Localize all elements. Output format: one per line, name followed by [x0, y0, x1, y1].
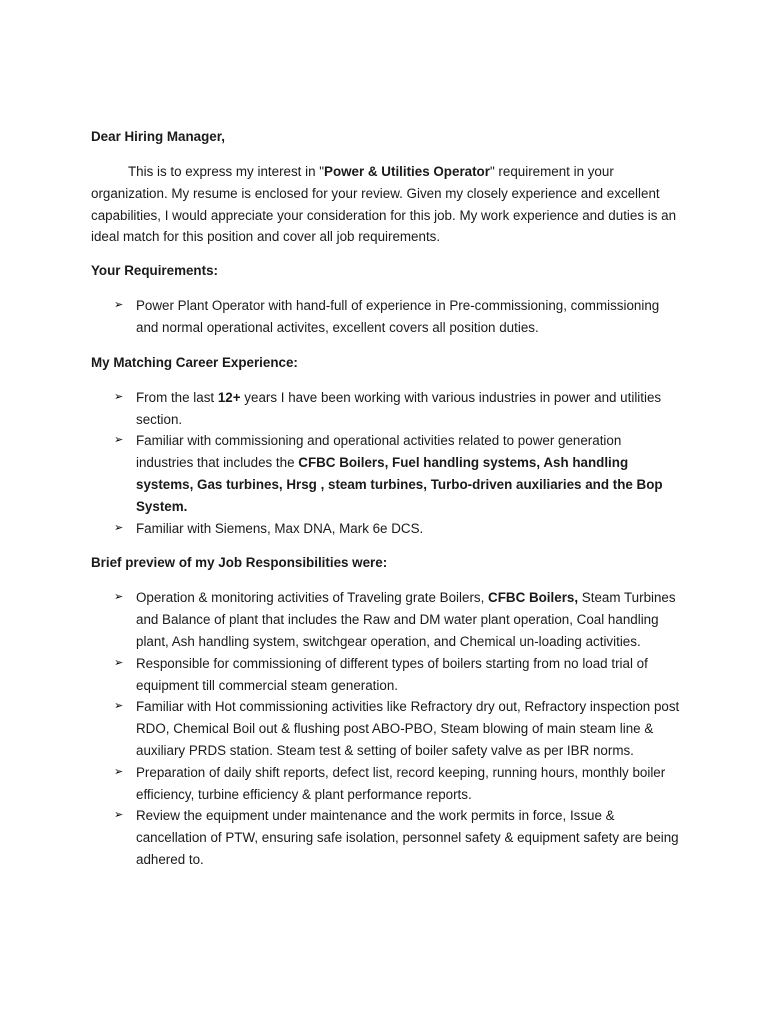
experience-text-a: Familiar with commissioning and operational activities related to power generation industries that includes the [136, 433, 622, 471]
list-item [91, 518, 681, 540]
experience-text: Familiar with Siemens, Max DNA, Mark 6e DCS. [136, 520, 424, 536]
responsibility-text: Review the equipment under maintenance and the work permits in force, Issue & cancellation of PTW, ensuring safe isolation, personnel safety & equipment safety are being adhered to. [136, 808, 679, 867]
list-item [91, 805, 681, 870]
arrow-bullet-icon: ➢ [114, 390, 124, 403]
arrow-bullet-icon: ➢ [114, 521, 124, 534]
arrow-bullet-icon: ➢ [114, 700, 124, 713]
role-title: Power & Utilities Operator [324, 164, 490, 179]
intro-text-end: " requirement in your organization. My resume is enclosed for your review. Given my closely experience and excellent capabilities, I would appreciate your consideration for this job. My work experience and duties is an ideal match for this position and cover all job requirements. [91, 164, 677, 245]
responsibility-text: Responsible for commissioning of different types of boilers starting from no load trial of equipment till commercial steam generation. [136, 655, 648, 693]
responsibility-text: Preparation of daily shift reports, defect list, record keeping, running hours, monthly boiler efficiency, turbine efficiency & plant performance reports. [136, 764, 666, 802]
list-item [91, 387, 681, 431]
cover-letter [91, 127, 681, 885]
responsibility-text-a: Operation & monitoring activities of Traveling grate Boilers, [136, 590, 489, 606]
list-item [91, 762, 681, 806]
salutation: Dear Hiring Manager, [91, 129, 225, 144]
arrow-bullet-icon: ➢ [114, 809, 124, 822]
intro-text-start: This is to express my interest in " [128, 164, 325, 179]
list-item [91, 696, 681, 761]
arrow-bullet-icon: ➢ [114, 765, 124, 778]
list-item [91, 587, 681, 652]
arrow-bullet-icon: ➢ [114, 656, 124, 669]
list-item [91, 295, 681, 339]
arrow-bullet-icon: ➢ [114, 434, 124, 447]
arrow-bullet-icon: ➢ [114, 299, 124, 312]
requirements-heading: Your Requirements: [91, 263, 218, 279]
experience-list [91, 387, 681, 540]
responsibility-text-c: Steam Turbines and Balance of plant that includes the Raw and DM water plant operation, Coal handling plant, Ash handling system, switchgear operation, and Chemical un-loading activities. [136, 590, 676, 649]
systems-list-bold: CFBC Boilers, Fuel handling systems, Ash handling systems, Gas turbines, Hrsg , steam turbines, Turbo-driven auxiliaries and the Bop System. [136, 455, 663, 514]
experience-heading: My Matching Career Experience: [91, 354, 298, 370]
intro-paragraph [91, 161, 681, 248]
requirements-list [91, 295, 681, 339]
experience-text-a: From the last [136, 389, 218, 405]
responsibilities-list [91, 587, 681, 870]
requirement-text: Power Plant Operator with hand-full of experience in Pre-commissioning, commissioning and normal operational activites, excellent covers all position duties. [136, 298, 660, 335]
responsibilities-heading: Brief preview of my Job Responsibilities were: [91, 555, 388, 571]
responsibility-text: Familiar with Hot commissioning activities like Refractory dry out, Refractory inspection post RDO, Chemical Boil out & flushing post ABO-PBO, Steam blowing of main steam line & auxiliary PRDS station. Steam test & setting of boiler safety valve as per IBR norms. [136, 699, 680, 758]
years-count: 12+ [217, 389, 241, 405]
experience-text-c: years I have been working with various industries in power and utilities section. [136, 389, 662, 427]
arrow-bullet-icon: ➢ [114, 591, 124, 604]
list-item [91, 653, 681, 697]
cfbc-boilers-bold: CFBC Boilers, [488, 590, 579, 606]
list-item [91, 430, 681, 517]
